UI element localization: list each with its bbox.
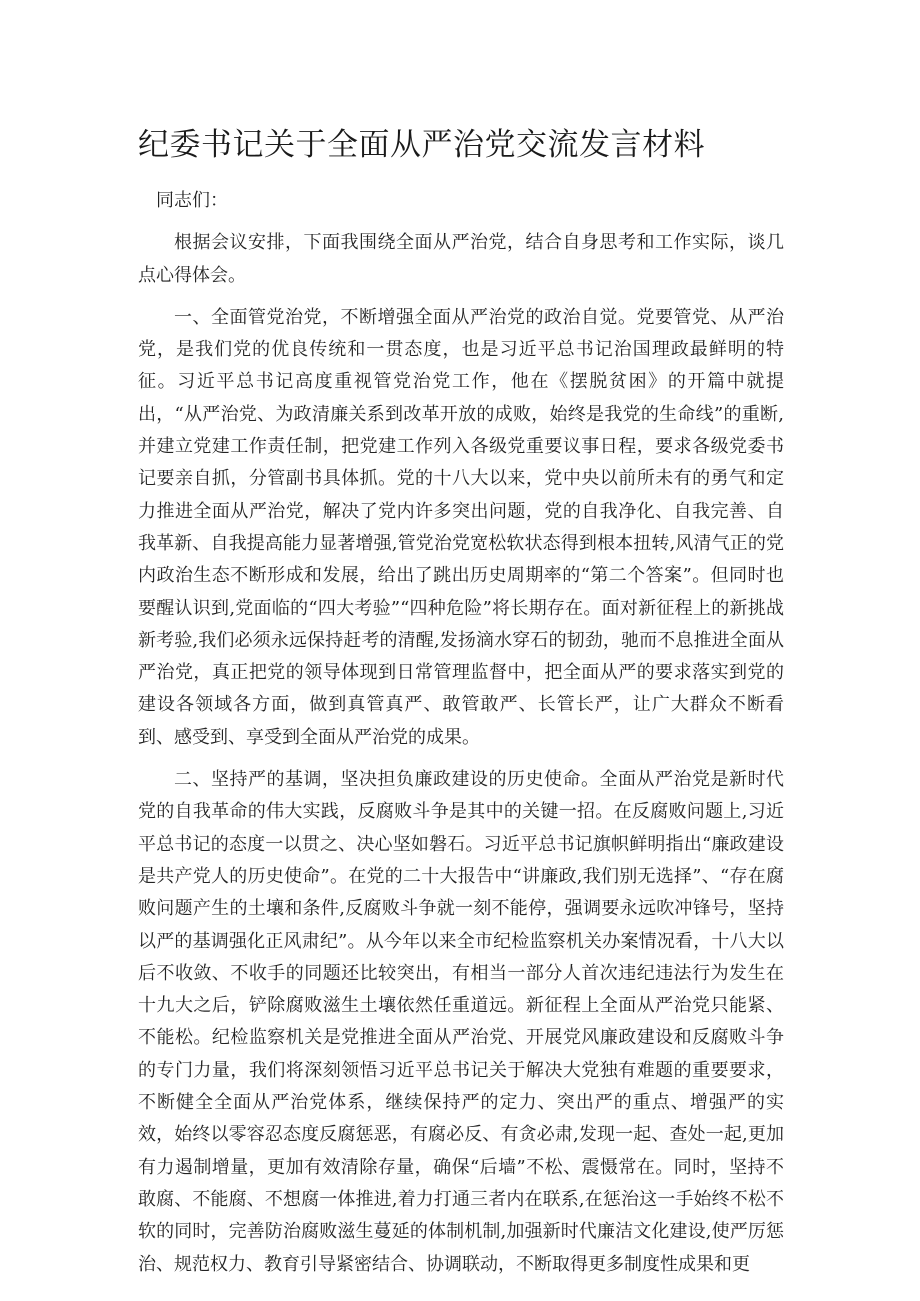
paragraph-section-2: 二、坚持严的基调，坚决担负廉政建设的历史使命。全面从严治党是新时代党的自我革命的伟大实践，反腐败斗争是其中的关键一招。在反腐败问题上,习近平总书记的态度一以贯之、决心坚如磐石。习近平总书记旗帜鲜明指出“廉政建设是共产党人的历史使命”。在党的二十大报告中“讲廉政,我们别无选择”、“存在腐败问题产生的土壤和条件,反腐败斗争就一刻不能停，强调要永远吹冲锋号，坚持以严的基调强化正风肃纪”。从今年以来全市纪检监察机关办案情况看，十八大以后不收敛、不收手的同题还比较突出，有相当一部分人首次违纪违法行为发生在十九大之后，铲除腐败滋生土壤依然任重道远。新征程上全面从严治党只能紧、不能松。纪检监察机关是党推进全面从严治党、开展党风廉政建设和反腐败斗争的专门力量，我们将深刻领悟习近平总书记关于解决大党独有难题的重要要求，不断健全全面从严治党体系，继续保持严的定力、突出严的重点、增强严的实效，始终以零容忍态度反腐惩恶，有腐必反、有贪必肃,发现一起、查处一起,更加有力遏制增量，更加有效清除存量，确保“后墙”不松、震慑常在。同时，坚持不敢腐、不能腐、不想腐一体推进,着力打通三者内在联系,在惩治这一手始终不松不软的同时，完善防治腐败滋生蔓延的体制机制,加强新时代廉洁文化建设,使严厉惩治、规范权力、教育引导紧密结合、协调联动，不断取得更多制度性成果和更 [138, 769, 784, 1275]
paragraph-intro: 根据会议安排，下面我围绕全面从严治党，结合自身思考和工作实际，谈几点心得体会。 [138, 232, 784, 286]
document-title: 纪委书记关于全面从严治党交流发言材料 [138, 127, 705, 163]
document-body [138, 185, 784, 1281]
paragraph-section-1: 一、全面管党治党，不断增强全面从严治党的政治自觉。党要管党、从严治党，是我们党的优良传统和一贯态度，也是习近平总书记治国理政最鲜明的特征。习近平总书记高度重视管党治党工作，他在《摆脱贫困》的开篇中就提出，“从严治党、为政清廉关系到改革开放的成败，始终是我党的生命线”的重断,并建立党建工作责任制，把党建工作列入各级党重要议事日程，要求各级党委书记要亲自抓，分管副书具体抓。党的十八大以来，党中央以前所未有的勇气和定力推进全面从严治党，解决了党内许多突出问题，党的自我净化、自我完善、自我革新、自我提高能力显著增强,管党治党宽松软状态得到根本扭转,风清气正的党内政治生态不断形成和发展，给出了跳出历史周期率的“第二个答案”。但同时也要醒认识到,党面临的“四大考验”“四种危险”将长期存在。面对新征程上的新挑战新考验,我们必须永远保持赶考的清醒,发扬滴水穿石的韧劲，驰而不息推进全面从严治党，真正把党的领导体现到日常管理监督中，把全面从严的要求落实到党的建设各领域各方面，做到真管真严、敢管敢严、长管长严，让广大群众不断看到、感受到、享受到全面从严治党的成果。 [138, 306, 784, 748]
salutation: 同志们： [156, 190, 228, 211]
